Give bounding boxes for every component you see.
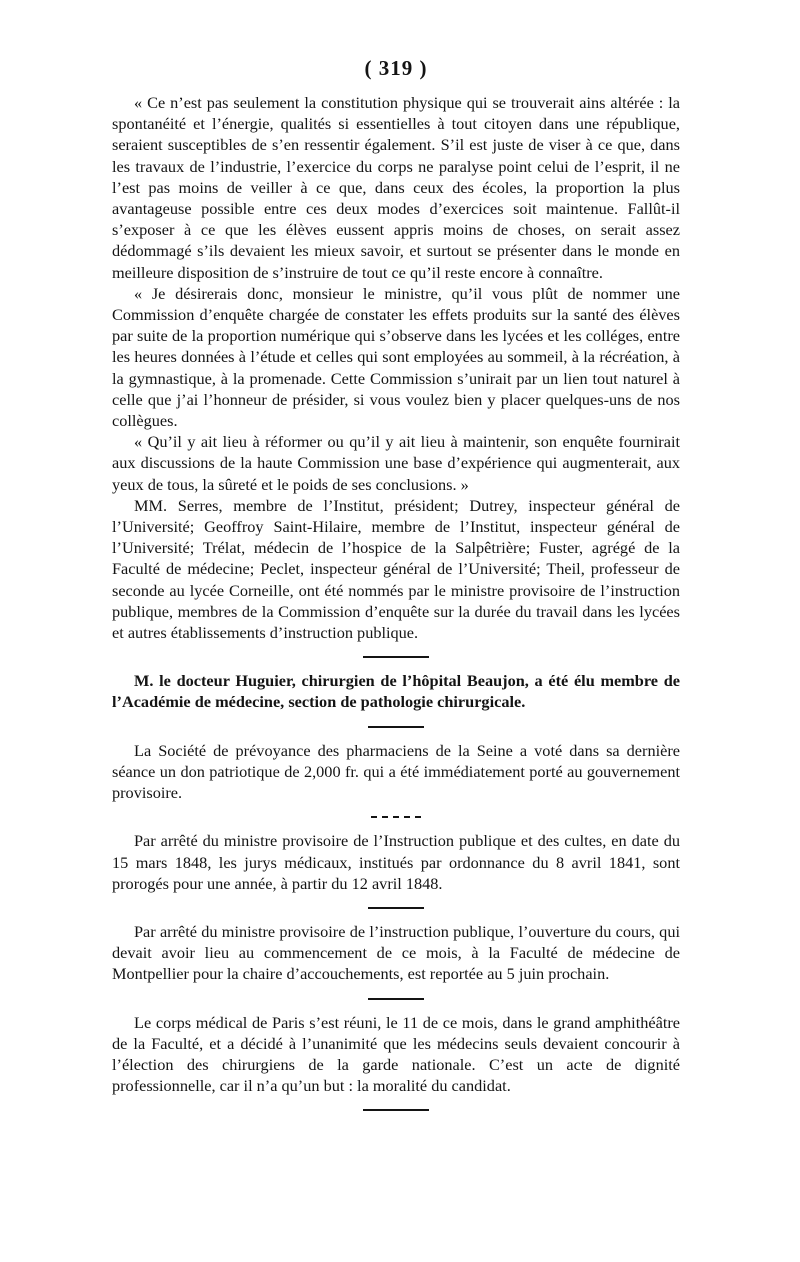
section-divider bbox=[368, 907, 424, 909]
paragraph-commission-request: « Je désirerais donc, monsieur le ministre, qu’il vous plût de nommer une Commission d’enquête chargée de constater les effets produits sur la santé des élèves par suite de la proportion numérique qui s’observe dans les lycées et les colléges, entre les heures données à l’étude et celles qui sont employées au sommeil, à la récréation, à la gymnastique, à la promenade. Cette Commission s’unirait par un lien tout naturel à celle que j’ai l’honneur de présider, si vous voulez bien y placer quelques-uns de nos collègues. bbox=[112, 283, 680, 431]
commission-section bbox=[112, 92, 680, 643]
paragraph-members: MM. Serres, membre de l’Institut, président; Dutrey, inspecteur général de l’Université; Geoffroy Saint-Hilaire, membre de l’Institut, inspecteur général de l’Université; Trélat, médecin de l’hospice de la Salpêtrière; Fuster, agrégé de la Faculté de médecine; Peclet, inspecteur général de l’Université; Theil, professeur de seconde au lycée Corneille, ont été nommés par le ministre provisoire de l’instruction publique, membres de la Commission d’enquête sur la durée du travail dans les lycées et autres établissements d’instruction publique. bbox=[112, 495, 680, 643]
section-divider bbox=[368, 726, 424, 728]
document-page bbox=[112, 56, 680, 1123]
paragraph-enquete: « Qu’il y ait lieu à réformer ou qu’il y ait lieu à maintenir, son enquête fournirait aux discussions de la haute Commission une base d’expérience qui augmenterait, aux yeux de tous, la sûreté et le poids de ses conclusions. » bbox=[112, 432, 680, 494]
notice-corps-medical: Le corps médical de Paris s’est réuni, le 11 de ce mois, dans le grand amphithéâtre de la Faculté, et a décidé à l’unanimité que les médecins seuls devaient concourir à l’élection des chirurgiens de la garde nationale. C’est un acte de dignité professionnelle, car il n’a qu’un but : la moralité du candidat. bbox=[112, 1012, 680, 1096]
end-divider bbox=[363, 1109, 429, 1111]
section-divider bbox=[371, 816, 421, 818]
section-divider bbox=[363, 656, 429, 658]
notice-jurys-medicaux: Par arrêté du ministre provisoire de l’Instruction publique et des cultes, en date du 15 mars 1848, les jurys médicaux, institués par ordonnance du 8 avril 1841, sont prorogés pour une année, à partir du 12 avril 1848. bbox=[112, 831, 680, 893]
paragraph-constitution: « Ce n’est pas seulement la constitution physique qui se trouverait ains altérée : la spontanéité et l’énergie, qualités si essentielles à tout citoyen dans une république, seraient susceptibles de s’en ressentir également. S’il est juste de viser à ce que, dans les travaux de l’industrie, l’exercice du corps ne paralyse point celui de l’esprit, il ne l’est pas moins de veiller à ce que, dans ceux des écoles, la proportion la plus avantageuse possible entre ces deux modes d’exercices soit maintenue. Fallût-il s’exposer à ce que les élèves eussent appris moins de choses, on serait assez dédommagé s’ils devaient les mieux savoir, et surtout se présenter dans le monde en meilleure disposition de s’instruire de tout ce qu’il reste encore à connaître. bbox=[112, 93, 680, 282]
notice-montpellier: Par arrêté du ministre provisoire de l’instruction publique, l’ouverture du cours, qui devait avoir lieu au commencement de ce mois, à la Faculté de médecine de Montpellier pour la chaire d’accouchements, est reportée au 5 juin prochain. bbox=[112, 921, 680, 984]
notice-huguier: M. le docteur Huguier, chirurgien de l’hôpital Beaujon, a été élu membre de l’Académie de médecine, section de pathologie chirurgicale. bbox=[112, 671, 680, 712]
notice-pharmaciens: La Société de prévoyance des pharmaciens de la Seine a voté dans sa dernière séance un don patriotique de 2,000 fr. qui a été immédiatement porté au gouvernement provisoire. bbox=[112, 740, 680, 803]
section-divider bbox=[368, 998, 424, 1000]
page-number: ( 319 ) bbox=[364, 56, 428, 80]
